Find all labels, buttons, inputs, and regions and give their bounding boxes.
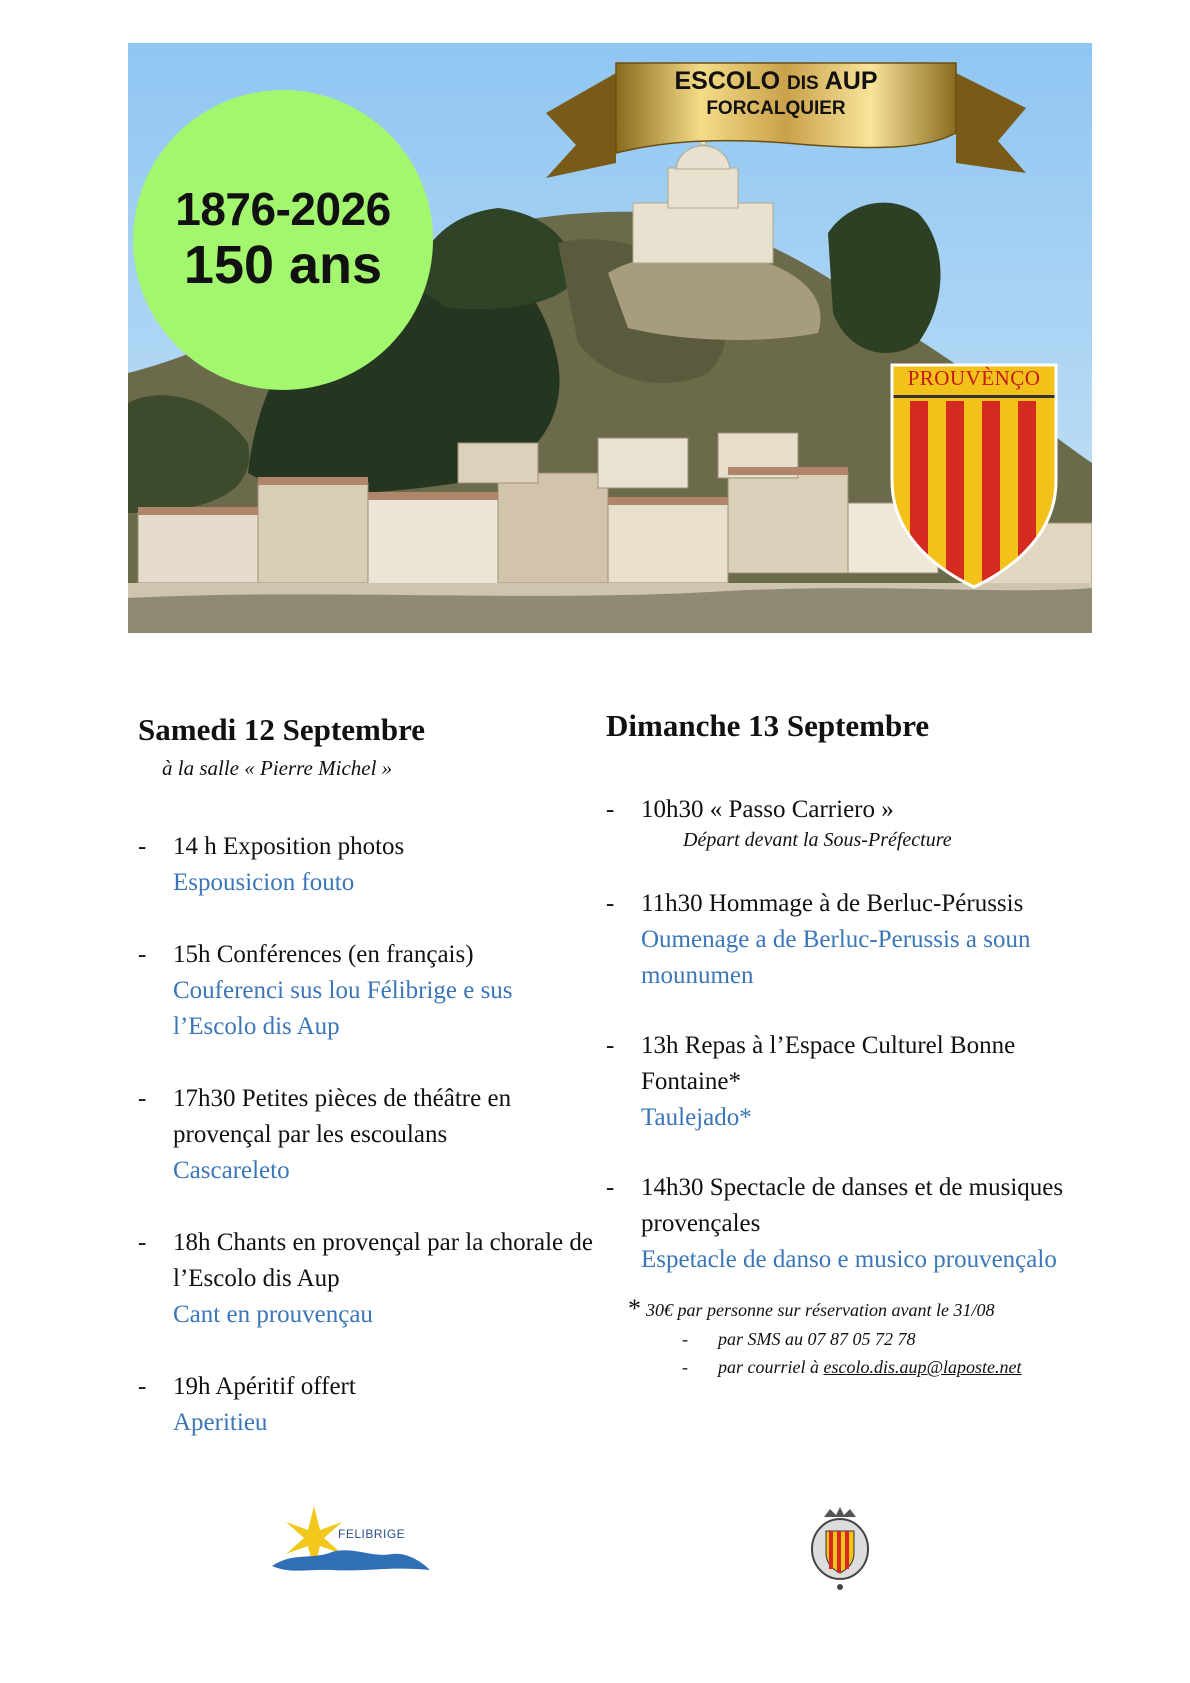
saturday-column bbox=[138, 712, 598, 1441]
sunday-column bbox=[606, 708, 1086, 1381]
item-french: 13h Repas à l’Espace Culturel Bonne Fontaine* bbox=[641, 1032, 1016, 1095]
item-french: 18h Chants en provençal par la chorale de l’Escolo dis Aup bbox=[173, 1229, 593, 1292]
item-french: 11h30 Hommage à de Berluc-Pérussis bbox=[641, 890, 1024, 917]
saturday-item bbox=[138, 1081, 598, 1189]
list-dash: - bbox=[606, 1032, 615, 1059]
banner-title-small: DIS bbox=[787, 73, 819, 94]
list-dash: - bbox=[606, 1174, 615, 1201]
reservation-sms bbox=[682, 1325, 1086, 1353]
sunday-title: Dimanche 13 Septembre bbox=[606, 708, 930, 743]
item-provencal: Aperitieu bbox=[173, 1409, 268, 1436]
banner-title-main: ESCOLO bbox=[674, 67, 781, 95]
item-provencal: Cascareleto bbox=[173, 1157, 290, 1184]
sunday-item bbox=[606, 886, 1086, 994]
item-provencal: Espetacle de danso e musico prouvençalo bbox=[641, 1246, 1057, 1273]
item-french: 14 h Exposition photos bbox=[173, 833, 405, 860]
item-french: 15h Conférences (en français) bbox=[173, 941, 474, 968]
felibrige-logo-text bbox=[338, 1527, 405, 1541]
anniversary-badge bbox=[133, 90, 433, 390]
list-dash: - bbox=[138, 1085, 147, 1112]
list-dash: - bbox=[682, 1329, 688, 1349]
item-provencal: Oumenage a de Berluc-Perussis a soun mounumen bbox=[641, 926, 1031, 989]
list-dash: - bbox=[606, 890, 615, 917]
banner-title-end: AUP bbox=[824, 67, 878, 95]
reservation-mail bbox=[682, 1353, 1086, 1381]
sunday-item bbox=[606, 1170, 1086, 1278]
anniversary-age: 150 ans bbox=[183, 235, 383, 296]
list-dash: - bbox=[138, 833, 147, 860]
shield-label: PROUVÈNÇO bbox=[907, 366, 1041, 390]
provence-crest-icon bbox=[808, 1507, 872, 1591]
email-link[interactable]: escolo.dis.aup@laposte.net bbox=[823, 1357, 1022, 1377]
banner-subtitle: FORCALQUIER bbox=[706, 98, 846, 119]
banner-title bbox=[620, 67, 932, 98]
sms-text: par SMS au 07 87 05 72 78 bbox=[718, 1329, 916, 1349]
saturday-item bbox=[138, 829, 598, 901]
provence-shield bbox=[888, 361, 1060, 589]
item-french: 19h Apéritif offert bbox=[173, 1373, 356, 1400]
list-dash: - bbox=[682, 1357, 688, 1377]
list-dash: - bbox=[138, 941, 147, 968]
item-provencal: Espousicion fouto bbox=[173, 869, 355, 896]
item-note: Départ devant la Sous-Préfecture bbox=[683, 829, 952, 851]
item-provencal: Taulejado* bbox=[641, 1104, 752, 1131]
anniversary-years: 1876-2026 bbox=[175, 182, 391, 235]
mail-prefix: par courriel à bbox=[718, 1357, 824, 1377]
reservation-text: 30€ par personne sur réservation avant le 31/08 bbox=[646, 1300, 995, 1320]
item-provencal: Cant en prouvençau bbox=[173, 1301, 373, 1328]
saturday-item bbox=[138, 1225, 598, 1333]
sunday-item bbox=[606, 792, 1086, 852]
reservation-note bbox=[606, 1294, 1086, 1381]
saturday-title: Samedi 12 Septembre bbox=[138, 712, 426, 747]
list-dash: - bbox=[138, 1373, 147, 1400]
item-french: 14h30 Spectacle de danses et de musiques provençales bbox=[641, 1174, 1064, 1237]
item-french: 17h30 Petites pièces de théâtre en provençal par les escoulans bbox=[173, 1085, 512, 1148]
hero-photo bbox=[128, 43, 1092, 633]
item-provencal: Couferenci sus lou Félibrige e sus l’Escolo dis Aup bbox=[173, 977, 513, 1040]
saturday-item bbox=[138, 937, 598, 1045]
saturday-venue: à la salle « Pierre Michel » bbox=[162, 756, 393, 780]
felibrige-wordmark: FELIBRIGE bbox=[338, 1527, 406, 1541]
sunday-item bbox=[606, 1028, 1086, 1136]
asterisk: * bbox=[628, 1294, 641, 1323]
item-french: 10h30 « Passo Carriero » bbox=[641, 796, 894, 823]
list-dash: - bbox=[606, 796, 615, 823]
reservation-contacts bbox=[646, 1325, 1086, 1381]
saturday-item bbox=[138, 1369, 598, 1441]
list-dash: - bbox=[138, 1229, 147, 1256]
